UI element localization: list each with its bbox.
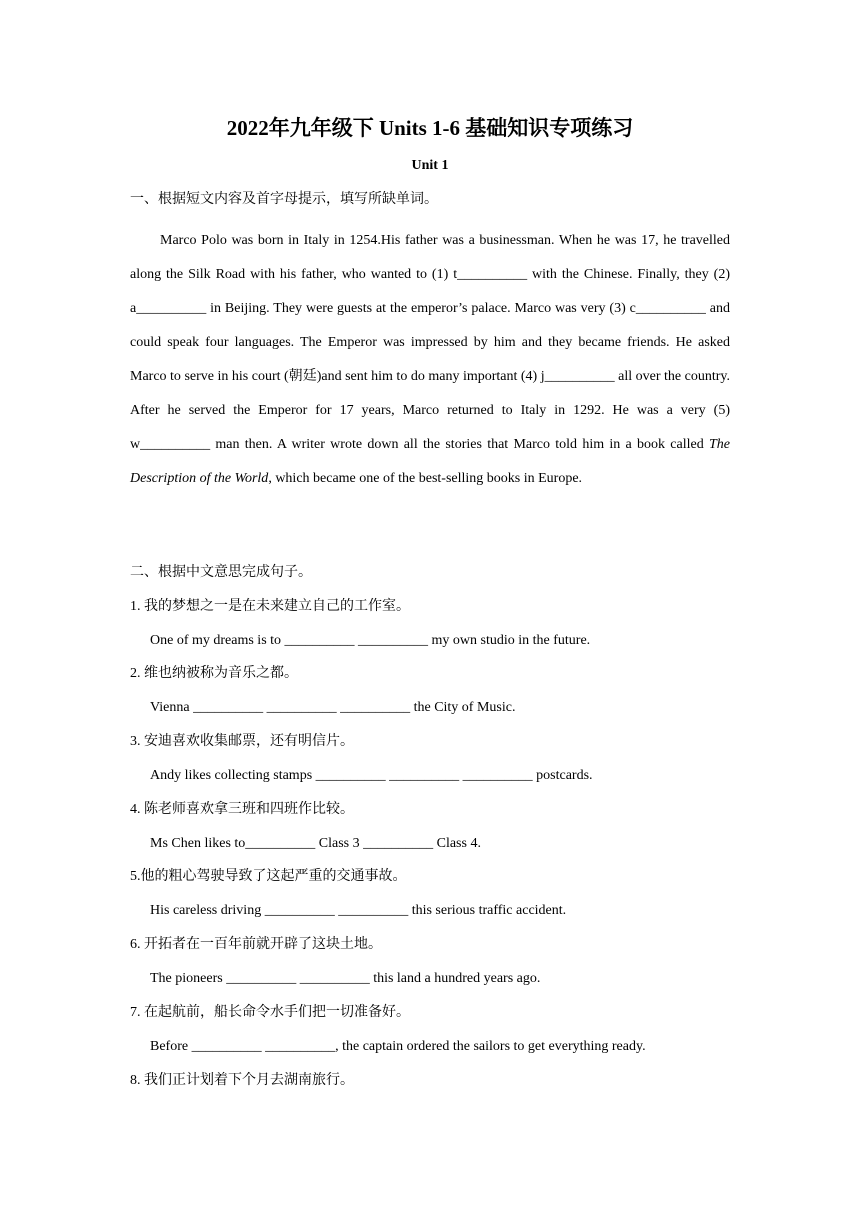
passage-text: Marco Polo was born in Italy in 1254.His father was a businessman. When he was 17, he travelled along the Silk Road with his father, who wanted to (1) t__________ with the Chinese. Finally, they (2) a__________ in Beijing. They were guests at the emperor’s palace. Marco was very (3) c__________ and could speak four languages. The Emperor was impressed by him and they became friends. He asked Marco to serve in his court (朝廷)and sent him to do many important (4) j__________ all over the country. After he served the Emperor for 17 years, Marco returned to Italy in 1292. He was a very (5) w__________ man then. A writer wrote down all the stories that Marco told him in a book called [130,233,730,452]
question-4-en: Ms Chen likes to__________ Class 3 __________ Class 4. [150,836,481,851]
question-3-cn: 3. 安迪喜欢收集邮票，还有明信片。 [130,734,354,749]
question-7-en: Before __________ __________, the captain ordered the sailors to get everything ready. [150,1039,646,1054]
passage-text-end: , which became one of the best-selling books in Europe. [268,471,583,486]
question-5-cn: 5.他的粗心驾驶导致了这起严重的交通事故。 [130,869,407,884]
question-2-en: Vienna __________ __________ __________ the City of Music. [150,700,516,715]
question-1-cn: 1. 我的梦想之一是在未来建立自己的工作室。 [130,599,410,614]
question-6-cn: 6. 开拓者在一百年前就开辟了这块土地。 [130,937,382,952]
question-2-cn: 2. 维也纳被称为音乐之都。 [130,666,298,681]
question-7-cn: 7. 在起航前，船长命令水手们把一切准备好。 [130,1005,410,1020]
book-title: The Description of the World [130,437,730,486]
question-4-cn: 4. 陈老师喜欢拿三班和四班作比较。 [130,802,354,817]
question-1-en: One of my dreams is to __________ __________ my own studio in the future. [150,633,591,648]
question-3-en: Andy likes collecting stamps __________ __________ __________ postcards. [150,768,593,783]
question-8-cn: 8. 我们正计划着下个月去湖南旅行。 [130,1073,354,1088]
document-title: 2022年九年级下 Units 1-6 基础知识专项练习 [226,116,634,140]
question-6-en: The pioneers __________ __________ this land a hundred years ago. [150,971,541,986]
section2-heading: 二、根据中文意思完成句子。 [130,565,312,580]
section1-heading: 一、根据短文内容及首字母提示，填写所缺单词。 [130,192,438,207]
section1-passage [130,224,730,496]
unit-heading: Unit 1 [411,158,449,173]
question-5-en: His careless driving __________ __________ this serious traffic accident. [150,903,567,918]
